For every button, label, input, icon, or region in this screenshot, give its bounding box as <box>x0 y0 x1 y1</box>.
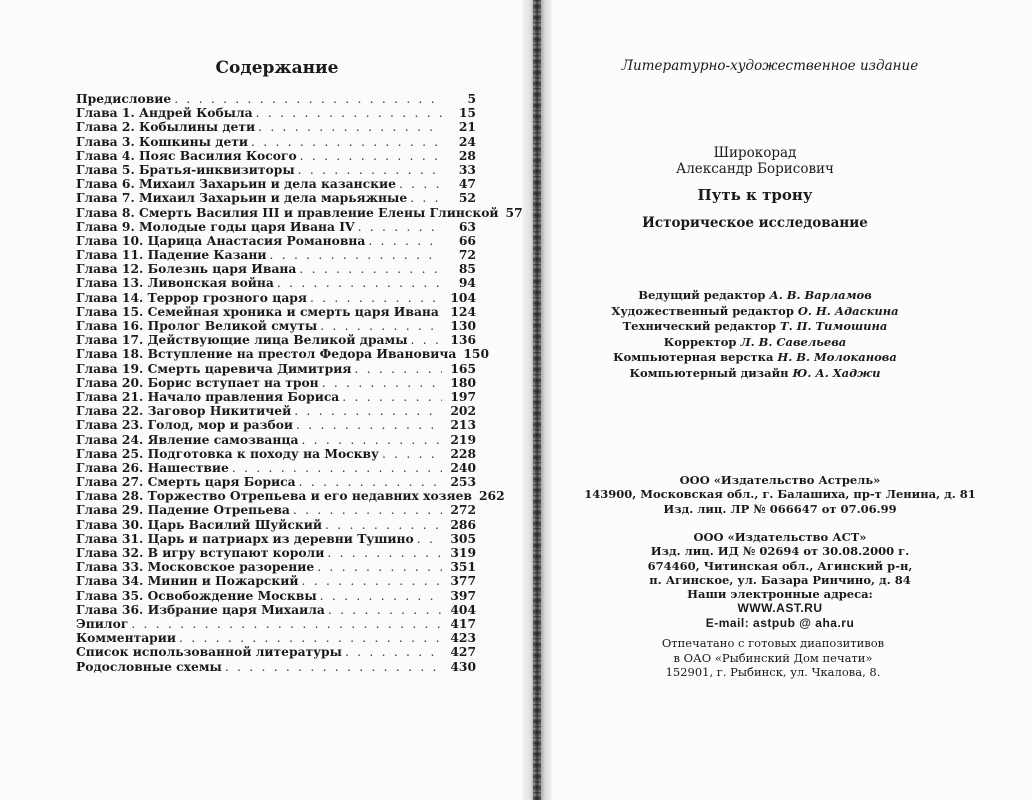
toc-entry-label: Глава 30. Царь Василий Шуйский <box>76 516 323 532</box>
toc-entry-label: Глава 29. Падение Отрепьева <box>76 502 290 518</box>
toc-entry <box>76 404 476 418</box>
toc-entry-page: 228 <box>450 445 476 461</box>
toc-entry <box>76 390 476 404</box>
toc-entry <box>76 234 476 248</box>
toc-entry <box>76 546 476 560</box>
toc-entry-label: Глава 8. Смерть Василия III и правление Елены Глинской <box>76 204 499 220</box>
toc-leader-dots <box>325 518 442 532</box>
toc-leader-dots <box>299 262 442 276</box>
toc-leader-dots <box>368 234 442 248</box>
credit-role: Корректор <box>663 334 737 349</box>
toc-entry <box>76 589 476 603</box>
publisher-astrel-name: ООО «Издательство Астрель» <box>679 473 881 487</box>
credit-row <box>555 335 955 351</box>
right-page <box>524 0 1032 800</box>
toc-entry <box>76 149 476 163</box>
toc-entry-page: 397 <box>450 587 476 603</box>
toc-entry <box>76 503 476 517</box>
toc-leader-dots <box>298 163 442 177</box>
toc-entry-page: 165 <box>450 360 476 376</box>
gutter-shadow <box>533 0 541 800</box>
toc-leader-dots <box>301 433 442 447</box>
toc-leader-dots <box>342 390 442 404</box>
printing-line-1: Отпечатано с готовых диапозитивов <box>661 636 885 650</box>
toc-entry <box>76 305 476 319</box>
toc-entry-label: Глава 7. Михаил Захарьин и дела марьяжные <box>76 190 408 206</box>
toc-entry-label: Глава 24. Явление самозванца <box>76 431 299 447</box>
toc-entry-label: Глава 25. Подготовка к походу на Москву <box>76 445 379 461</box>
toc-entry-label: Эпилог <box>76 615 129 631</box>
toc-entry <box>76 461 476 475</box>
toc-entry-page: 104 <box>450 289 476 305</box>
toc-entry-page: 136 <box>450 332 476 348</box>
toc-entry-page: 66 <box>458 232 476 248</box>
edition-type: Литературно-художественное издание <box>621 58 919 74</box>
toc-title: Содержание <box>215 58 339 78</box>
toc-entry-page: 124 <box>450 303 476 319</box>
toc-entry <box>76 447 476 461</box>
credit-row <box>555 319 955 335</box>
toc-entry <box>76 488 505 504</box>
credit-role: Компьютерный дизайн <box>629 365 789 380</box>
toc-leader-dots <box>354 362 442 376</box>
toc-entry-label: Глава 28. Торжество Отрепьева и его недавних хозяев <box>76 488 472 504</box>
toc-entry-page: 213 <box>450 417 476 433</box>
toc-leader-dots <box>345 645 442 659</box>
toc-entry <box>76 532 476 546</box>
toc-entry <box>76 346 489 362</box>
printing-line-2: в ОАО «Рыбинский Дом печати» <box>673 650 873 665</box>
toc-entry <box>76 204 523 220</box>
publisher-ast-address1: 674460, Читинская обл., Агинский р-н, <box>647 558 913 573</box>
toc-leader-dots <box>256 106 442 120</box>
toc-entry-label: Глава 20. Борис вступает на трон <box>76 374 319 390</box>
toc-entry-page: 150 <box>463 346 489 362</box>
credit-row <box>555 304 955 320</box>
toc-entry-page: 417 <box>450 615 476 631</box>
toc-entry-label: Глава 22. Заговор Никитичей <box>76 403 292 419</box>
toc-entry-page: 430 <box>450 658 476 674</box>
toc-leader-dots <box>296 418 442 432</box>
credit-role: Компьютерная верстка <box>613 350 774 364</box>
toc-entry-page: 253 <box>450 474 476 490</box>
toc-entry-page: 319 <box>450 545 476 560</box>
publisher-ast-address2: п. Агинское, ул. Базара Ринчино, д. 84 <box>649 572 911 587</box>
toc-entry-page: 404 <box>450 601 476 617</box>
toc-entry <box>76 475 476 489</box>
credit-role: Ведущий редактор <box>638 288 766 302</box>
toc-entry <box>76 291 476 305</box>
toc-entry-label: Глава 21. Начало правления Бориса <box>76 388 340 404</box>
toc-entry-page: 180 <box>450 374 476 390</box>
toc-leader-dots <box>410 191 442 205</box>
toc-entry <box>76 603 476 617</box>
toc-entry-page: 130 <box>450 318 476 333</box>
toc-entry <box>76 191 476 205</box>
toc-entry-page: 21 <box>458 119 476 135</box>
toc-leader-dots <box>293 503 442 517</box>
toc-entry <box>76 92 476 106</box>
toc-entry-label: Предисловие <box>76 91 172 106</box>
toc-leader-dots <box>300 149 442 163</box>
toc-entry-page: 94 <box>458 275 476 291</box>
toc-entry-page: 202 <box>450 403 476 419</box>
toc-entry <box>76 660 476 674</box>
toc-entry-label: Глава 18. Вступление на престол Федора Ивановича <box>76 346 457 362</box>
toc-entry-page: 377 <box>450 573 476 589</box>
toc-leader-dots <box>417 532 442 546</box>
book-title: Путь к трону <box>697 186 813 204</box>
toc-entry-label: Глава 16. Пролог Великой смуты <box>76 318 318 333</box>
toc-entry <box>76 362 476 376</box>
toc-entry-label: Глава 10. Царица Анастасия Романовна <box>76 232 366 248</box>
toc-entry <box>76 276 476 290</box>
toc-entry-label: Глава 34. Минин и Пожарский <box>76 573 299 589</box>
toc-entry-page: 272 <box>450 502 476 518</box>
toc-entry-label: Глава 32. В игру вступают короли <box>76 545 325 560</box>
toc-entry-label: Глава 23. Голод, мор и разбои <box>76 417 294 433</box>
toc-leader-dots <box>258 120 442 134</box>
publisher-ast-website: WWW.AST.RU <box>737 601 823 616</box>
toc-entry-label: Глава 9. Молодые годы царя Ивана IV <box>76 218 355 234</box>
toc-entry <box>76 248 476 262</box>
toc-entry-label: Глава 31. Царь и патриарх из деревни Тушино <box>76 530 414 546</box>
credit-row <box>555 366 955 382</box>
toc-entry-page: 72 <box>458 247 476 263</box>
toc-entry-page: 240 <box>450 459 476 475</box>
publisher-ast-email: E-mail: astpub @ aha.ru <box>705 615 855 630</box>
toc-entry-label: Глава 2. Кобылины дети <box>76 119 256 135</box>
publisher-ast-name: ООО «Издательство АСТ» <box>693 530 867 544</box>
credit-row <box>555 350 955 366</box>
toc-leader-dots <box>382 447 442 461</box>
toc-entry <box>76 106 476 120</box>
toc-leader-dots <box>294 404 442 418</box>
toc-entry-label: Глава 27. Смерть царя Бориса <box>76 474 296 490</box>
credits-list <box>555 288 955 381</box>
toc-leader-dots <box>310 291 442 305</box>
toc-entry <box>76 433 476 447</box>
toc-entry-label: Глава 3. Кошкины дети <box>76 133 249 149</box>
credit-role: Технический редактор <box>622 319 777 333</box>
toc-entry-page: 219 <box>450 431 476 447</box>
credit-name: Т. П. Тимошина <box>780 319 888 333</box>
credit-name: Л. В. Савельева <box>740 334 847 349</box>
credit-name: Ю. А. Хаджи <box>792 365 881 380</box>
toc-entry-label: Список использованной литературы <box>76 644 342 660</box>
credit-name: О. Н. Адаскина <box>797 303 899 318</box>
credit-row <box>555 288 955 304</box>
toc-leader-dots <box>174 92 442 106</box>
toc-entry-label: Глава 11. Падение Казани <box>76 247 267 263</box>
toc-entry-label: Глава 19. Смерть царевича Димитрия <box>76 360 352 376</box>
toc-entry-label: Глава 4. Пояс Василия Косого <box>76 147 297 163</box>
publisher-astrel-license: Изд. лиц. ЛР № 066647 от 07.06.99 <box>663 501 897 516</box>
printing-line-3: 152901, г. Рыбинск, ул. Чкалова, 8. <box>665 665 881 679</box>
publisher-astrel-address: 143900, Московская обл., г. Балашиха, пр-т Ленина, д. 81 <box>584 487 976 502</box>
toc-leader-dots <box>299 475 442 489</box>
toc-leader-dots <box>277 276 442 290</box>
table-of-contents <box>76 91 523 674</box>
toc-entry-label: Глава 5. Братья-инквизиторы <box>76 161 295 177</box>
toc-entry-label: Комментарии <box>76 630 177 646</box>
toc-leader-dots <box>179 631 442 645</box>
toc-entry-page: 15 <box>458 105 476 121</box>
toc-entry <box>76 518 476 532</box>
author-name: Александр Борисович <box>676 161 834 177</box>
publisher-ast-email-label: Наши электронные адреса: <box>687 587 873 602</box>
toc-entry-page: 5 <box>467 91 476 106</box>
toc-entry-label: Глава 6. Михаил Захарьин и дела казанские <box>76 176 396 192</box>
toc-entry <box>76 163 476 177</box>
toc-entry-page: 351 <box>450 559 476 575</box>
toc-entry-page: 47 <box>458 176 476 192</box>
publisher-ast-license: Изд. лиц. ИД № 02694 от 30.08.2000 г. <box>650 544 910 559</box>
toc-entry-label: Глава 36. Избрание царя Михаила <box>76 601 325 617</box>
credit-name: А. В. Варламов <box>769 288 872 302</box>
toc-leader-dots <box>399 177 442 191</box>
toc-leader-dots <box>411 333 442 347</box>
book-subtitle: Историческое исследование <box>642 215 868 231</box>
toc-leader-dots <box>320 589 442 603</box>
toc-leader-dots <box>327 546 442 560</box>
toc-entry-page: 52 <box>458 190 476 206</box>
toc-leader-dots <box>328 603 442 617</box>
toc-entry-label: Глава 14. Террор грозного царя <box>76 289 307 305</box>
toc-entry <box>76 135 476 149</box>
toc-leader-dots <box>251 135 442 149</box>
credit-role: Художественный редактор <box>611 303 794 318</box>
toc-entry-label: Глава 12. Болезнь царя Ивана <box>76 261 297 277</box>
toc-entry <box>76 645 476 659</box>
toc-leader-dots <box>270 248 442 262</box>
credit-name: Н. В. Молоканова <box>777 350 897 364</box>
toc-entry-label: Глава 26. Нашествие <box>76 459 229 475</box>
toc-leader-dots <box>317 560 442 574</box>
toc-entry <box>76 574 476 588</box>
publisher-astrel <box>560 473 1000 516</box>
toc-entry <box>76 560 476 574</box>
toc-leader-dots <box>232 461 442 475</box>
toc-entry <box>76 617 476 631</box>
toc-entry-page: 63 <box>458 218 476 234</box>
toc-entry-label: Глава 35. Освобождение Москвы <box>76 587 317 603</box>
toc-entry <box>76 262 476 276</box>
toc-entry-label: Глава 15. Семейная хроника и смерть царя Ивана <box>76 303 439 319</box>
toc-leader-dots <box>358 220 442 234</box>
toc-entry-page: 33 <box>458 161 476 177</box>
toc-entry-page: 197 <box>450 388 476 404</box>
toc-leader-dots <box>131 617 442 631</box>
toc-entry-label: Глава 13. Ливонская война <box>76 275 274 291</box>
toc-entry-page: 427 <box>450 644 476 660</box>
toc-entry-page: 28 <box>458 147 476 163</box>
toc-entry <box>76 319 476 333</box>
toc-entry <box>76 376 476 390</box>
toc-entry <box>76 220 476 234</box>
toc-entry-page: 423 <box>450 630 476 646</box>
toc-entry-page: 286 <box>450 516 476 532</box>
toc-entry-page: 305 <box>450 530 476 546</box>
toc-entry-page: 85 <box>458 261 476 277</box>
toc-entry-page: 262 <box>478 488 505 504</box>
toc-entry <box>76 177 476 191</box>
toc-entry <box>76 333 476 347</box>
author <box>555 145 955 177</box>
toc-entry-label: Глава 1. Андрей Кобыла <box>76 105 253 121</box>
toc-entry-label: Глава 33. Московское разорение <box>76 559 315 575</box>
toc-entry <box>76 418 476 432</box>
toc-leader-dots <box>302 574 442 588</box>
toc-entry-label: Глава 17. Действующие лица Великой драмы <box>76 332 408 348</box>
author-surname: Широкорад <box>713 145 797 161</box>
toc-leader-dots <box>225 660 442 674</box>
toc-entry-page: 24 <box>458 133 476 149</box>
toc-leader-dots <box>320 319 442 333</box>
printing-info <box>558 636 988 680</box>
toc-entry-page: 57 <box>505 204 523 220</box>
toc-entry-label: Родословные схемы <box>76 658 222 674</box>
publisher-ast <box>560 530 1000 630</box>
toc-leader-dots <box>322 376 442 390</box>
toc-entry <box>76 120 476 134</box>
toc-entry <box>76 631 476 645</box>
